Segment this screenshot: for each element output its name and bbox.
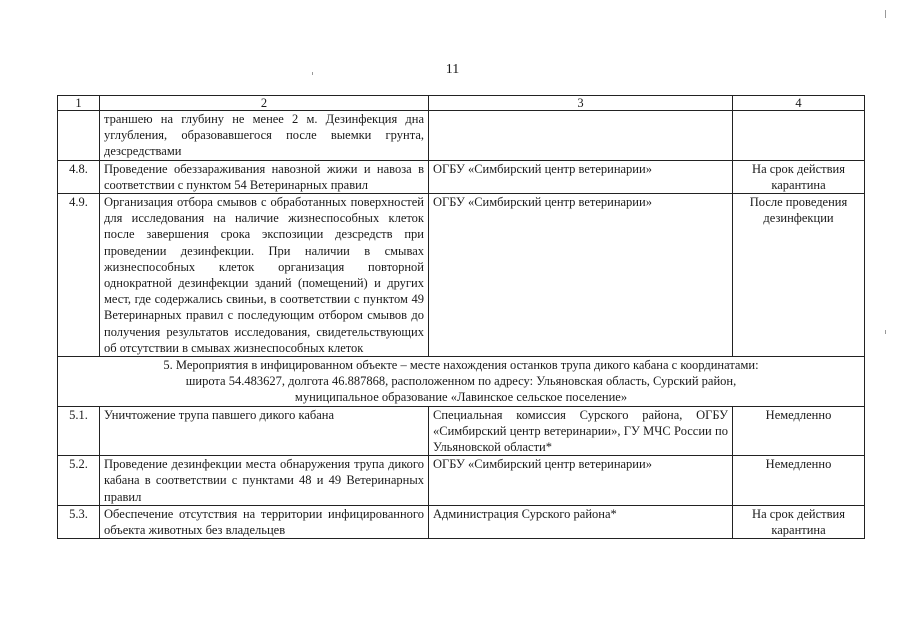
executor-cell: ОГБУ «Симбирский центр ветеринарии» [429, 194, 733, 357]
row-number: 5.1. [58, 406, 100, 456]
table-row [58, 456, 865, 506]
term-cell: На срок действия карантина [733, 160, 865, 193]
row-number: 5.2. [58, 456, 100, 506]
table-row [58, 194, 865, 357]
executor-cell [429, 111, 733, 161]
section-heading-line-1: 5. Мероприятия в инфицированном объекте – месте нахождения останков трупа дикого кабана с координатами: [163, 358, 759, 373]
header-col-4: 4 [733, 96, 865, 111]
executor-cell: Специальная комиссия Сурского района, ОГБУ «Симбирский центр ветеринарии», ГУ МЧС России по Ульяновской области* [429, 406, 733, 456]
term-cell: Немедленно [733, 456, 865, 506]
scan-speck [312, 72, 313, 75]
table-row [58, 505, 865, 538]
row-number: 4.9. [58, 194, 100, 357]
measures-table [57, 95, 865, 539]
row-number: 4.8. [58, 160, 100, 193]
term-cell: На срок действия карантина [733, 505, 865, 538]
measure-cell: Проведение дезинфекции места обнаружения трупа дикого кабана в соответствии с пунктами 48 и 49 Ветеринарных правил [100, 456, 429, 506]
row-number [58, 111, 100, 161]
measure-cell: Проведение обеззараживания навозной жижи и навоза в соответствии с пунктом 54 Ветеринарных правил [100, 160, 429, 193]
header-col-2: 2 [100, 96, 429, 111]
header-col-1: 1 [58, 96, 100, 111]
row-number: 5.3. [58, 505, 100, 538]
table-row [58, 406, 865, 456]
table-row [58, 111, 865, 161]
section-heading [58, 357, 865, 407]
executor-cell: Администрация Сурского района* [429, 505, 733, 538]
measure-cell: Уничтожение трупа павшего дикого кабана [100, 406, 429, 456]
executor-cell: ОГБУ «Симбирский центр ветеринарии» [429, 456, 733, 506]
section-heading-line-3: муниципальное образование «Лавинское сельское поселение» [294, 390, 628, 405]
executor-cell: ОГБУ «Симбирский центр ветеринарии» [429, 160, 733, 193]
header-col-3: 3 [429, 96, 733, 111]
table-row [58, 160, 865, 193]
term-cell: После проведения дезинфекции [733, 194, 865, 357]
term-cell: Немедленно [733, 406, 865, 456]
section-heading-line-2: широта 54.483627, долгота 46.887868, расположенном по адресу: Ульяновская область, Сурский район, [185, 374, 737, 389]
scan-speck [885, 330, 886, 334]
table-header-row [58, 96, 865, 111]
scan-speck [885, 10, 886, 18]
section-row [58, 357, 865, 407]
page-number: 11 [445, 62, 460, 77]
measure-cell: Организация отбора смывов с обработанных поверхностей для исследования на наличие жизнеспособных клеток после завершения срока экспозиции дезсредств при проведении дезинфекции. При наличии в смывах жизнеспособных клеток организация повторной однократной дезинфекции зданий (помещений) и других мест, где содержались свиньи, в соответствии с пунктом 49 Ветеринарных правил с последующим отбором смывов до получения результатов исследования, свидетельствующих об отсутствии в смывах жизнеспособных клеток [100, 194, 429, 357]
measure-cell: Обеспечение отсутствия на территории инфицированного объекта животных без владельцев [100, 505, 429, 538]
term-cell [733, 111, 865, 161]
measure-cell: траншею на глубину не менее 2 м. Дезинфекция дна углубления, образовавшегося после выемки грунта, дезсредствами [100, 111, 429, 161]
